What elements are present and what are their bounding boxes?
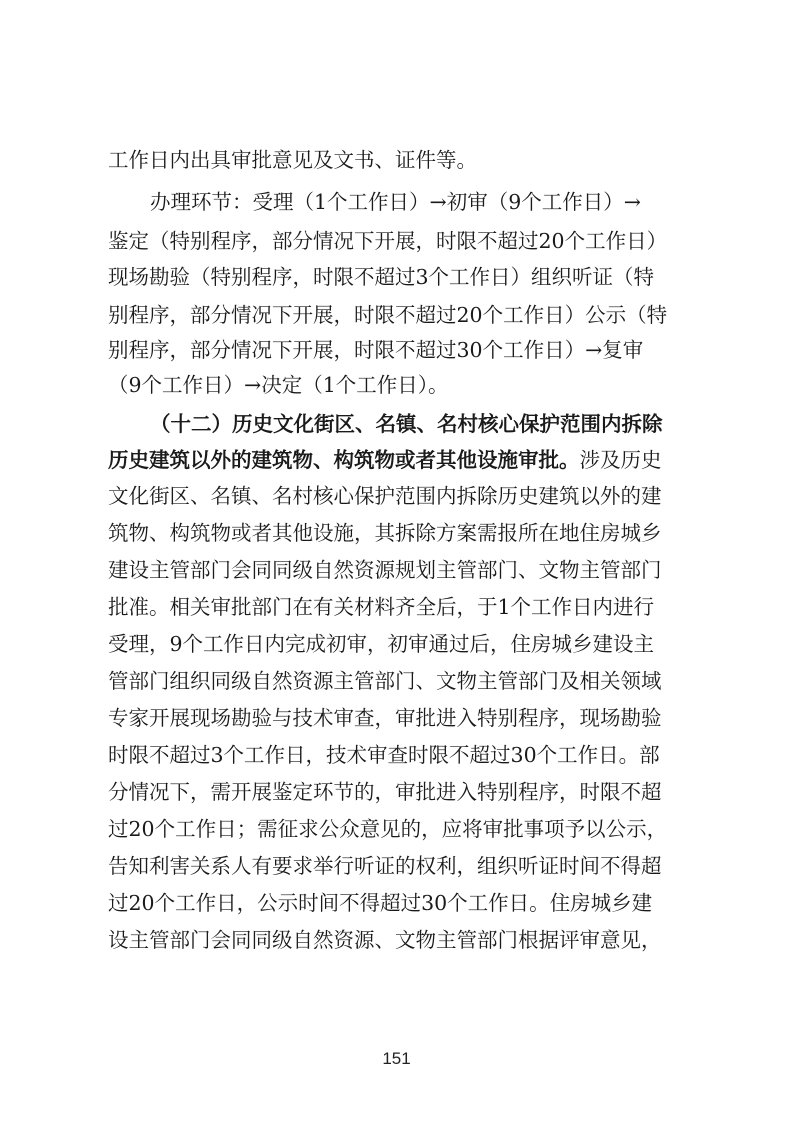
paragraph-line: 文化街区、名镇、名村核心保护范围内拆除历史建筑以外的建 <box>108 484 662 508</box>
paragraph-line: 专家开展现场勘验与技术审查，审批进入特别程序，现场勘验 <box>108 706 662 730</box>
paragraph-line: 受理，9个工作日内完成初审，初审通过后，住房城乡建设主 <box>108 632 655 656</box>
paragraph-line: 告知利害关系人有要求举行听证的权利，组织听证时间不得超 <box>108 854 662 878</box>
paragraph-line: 现场勘验（特别程序，时限不超过3个工作日）组织听证（特 <box>108 265 655 289</box>
paragraph-line: 管部门组织同级自然资源主管部门、文物主管部门及相关领域 <box>108 669 662 693</box>
paragraph-line: 批准。相关审批部门在有关材料齐全后，于1个工作日内进行 <box>108 595 655 619</box>
paragraph-line: 别程序，部分情况下开展，时限不超过30个工作日）→复审 <box>108 338 644 362</box>
paragraph-line: 过20个工作日，公示时间不得超过30个工作日。住房城乡建 <box>108 891 653 915</box>
paragraph-line: 办理环节：受理（1个工作日）→初审（9个工作日）→ <box>150 190 641 214</box>
paragraph-line: 设主管部门会同同级自然资源、文物主管部门根据评审意见， <box>108 928 662 952</box>
paragraph-text: 涉及历史 <box>579 448 662 472</box>
paragraph-line: 鉴定（特别程序，部分情况下开展，时限不超过20个工作日） <box>108 229 668 253</box>
paragraph-line: 时限不超过3个工作日，技术审查时限不超过30个工作日。部 <box>108 743 660 767</box>
paragraph-line: 筑物、构筑物或者其他设施，其拆除方案需报所在地住房城乡 <box>108 521 662 545</box>
page-number: 151 <box>382 1049 411 1068</box>
paragraph-line: 过20个工作日；需征求公众意见的，应将审批事项予以公示， <box>108 817 668 841</box>
paragraph-line: 建设主管部门会同同级自然资源规划主管部门、文物主管部门 <box>108 558 662 582</box>
section-heading-text: 历史建筑以外的建筑物、构筑物或者其他设施审批。 <box>108 448 580 472</box>
paragraph-line: 分情况下，需开展鉴定环节的，审批进入特别程序，时限不超 <box>108 780 662 804</box>
paragraph-line: （9个工作日）→决定（1个工作日）。 <box>108 373 449 397</box>
paragraph-line: 别程序，部分情况下开展，时限不超过20个工作日）公示（特 <box>108 303 668 327</box>
section-heading-line: （十二）历史文化街区、名镇、名村核心保护范围内拆除 <box>150 412 663 436</box>
paragraph-line: 工作日内出具审批意见及文书、证件等。 <box>108 148 477 172</box>
paragraph-line <box>108 441 662 479</box>
